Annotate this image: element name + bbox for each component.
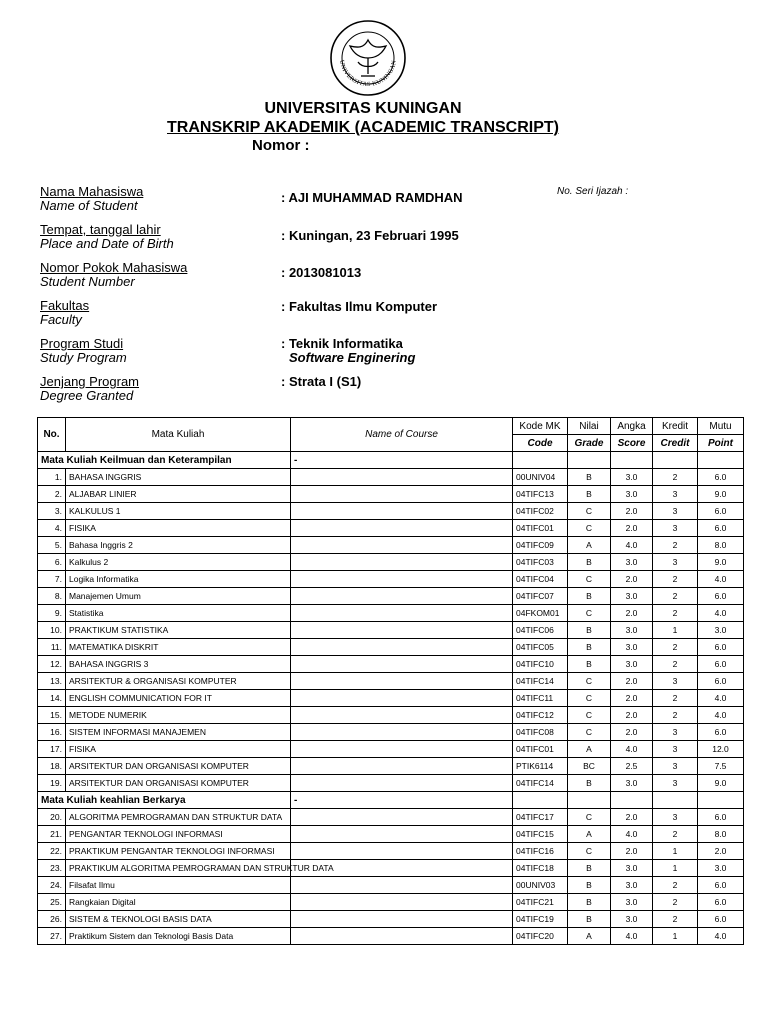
course-name: Kalkulus 2 [66,554,291,571]
course-credit: 3 [653,724,698,741]
birth-label: Tempat, tanggal lahir Place and Date of Birth [40,222,174,251]
course-grade: C [568,571,611,588]
course-english-name [291,537,513,554]
course-code: 04TIFC14 [513,673,568,690]
course-grade: A [568,537,611,554]
course-point: 4.0 [698,928,744,945]
header-nilai: Nilai [568,418,611,435]
course-name: METODE NUMERIK [66,707,291,724]
course-credit: 1 [653,860,698,877]
table-row [38,520,744,537]
course-name: KALKULUS 1 [66,503,291,520]
row-number: 10. [38,622,66,639]
course-point: 6.0 [698,911,744,928]
course-score: 4.0 [611,826,653,843]
course-english-name [291,707,513,724]
student-name-value: : AJI MUHAMMAD RAMDHAN [281,190,463,205]
section-title: Mata Kuliah keahlian Berkarya [38,792,291,809]
course-name: Bahasa Inggris 2 [66,537,291,554]
course-grade: C [568,707,611,724]
header-kode-mk: Kode MK [513,418,568,435]
university-seal-logo [328,18,408,98]
course-code: 04TIFC10 [513,656,568,673]
course-grade: B [568,877,611,894]
course-english-name [291,673,513,690]
row-number: 13. [38,673,66,690]
course-name: BAHASA INGGRIS 3 [66,656,291,673]
row-number: 15. [38,707,66,724]
table-row [38,894,744,911]
course-code: 04TIFC16 [513,843,568,860]
course-grade: C [568,605,611,622]
row-number: 16. [38,724,66,741]
course-grade: C [568,503,611,520]
course-point: 6.0 [698,639,744,656]
university-name: UNIVERSITAS KUNINGAN [264,100,462,117]
header-mata-kuliah: Mata Kuliah [66,418,291,452]
header-angka: Angka [611,418,653,435]
course-code: 04TIFC05 [513,639,568,656]
row-number: 14. [38,690,66,707]
course-code: 04TIFC07 [513,588,568,605]
course-english-name [291,741,513,758]
course-score: 4.0 [611,741,653,758]
row-number: 17. [38,741,66,758]
course-credit: 2 [653,911,698,928]
course-code: 04TIFC06 [513,622,568,639]
table-row [38,486,744,503]
course-name: SISTEM & TEKNOLOGI BASIS DATA [66,911,291,928]
course-english-name [291,894,513,911]
course-credit: 1 [653,622,698,639]
section-header-row [38,452,744,469]
course-point: 6.0 [698,656,744,673]
course-point: 6.0 [698,503,744,520]
course-grade: C [568,673,611,690]
course-name: PRAKTIKUM STATISTIKA [66,622,291,639]
course-code: 04TIFC19 [513,911,568,928]
course-grade: A [568,826,611,843]
row-number: 26. [38,911,66,928]
course-credit: 3 [653,486,698,503]
table-row [38,639,744,656]
degree-label: Jenjang Program Degree Granted [40,374,139,403]
table-row [38,469,744,486]
course-english-name [291,588,513,605]
course-point: 6.0 [698,588,744,605]
course-grade: B [568,639,611,656]
course-point: 4.0 [698,690,744,707]
course-english-name [291,826,513,843]
course-score: 2.0 [611,571,653,588]
course-english-name [291,911,513,928]
header-score: Score [611,435,653,452]
course-credit: 2 [653,894,698,911]
table-row [38,622,744,639]
course-name: FISIKA [66,741,291,758]
course-grade: B [568,656,611,673]
course-credit: 3 [653,775,698,792]
table-row [38,809,744,826]
course-score: 2.0 [611,503,653,520]
course-point: 7.5 [698,758,744,775]
course-code: 04FKOM01 [513,605,568,622]
course-point: 6.0 [698,809,744,826]
course-score: 3.0 [611,588,653,605]
course-grade: C [568,809,611,826]
course-name: ARSITEKTUR & ORGANISASI KOMPUTER [66,673,291,690]
course-name: BAHASA INGGRIS [66,469,291,486]
course-score: 3.0 [611,911,653,928]
course-credit: 3 [653,758,698,775]
course-english-name [291,656,513,673]
course-score: 2.0 [611,809,653,826]
row-number: 25. [38,894,66,911]
course-code: 04TIFC21 [513,894,568,911]
course-english-name [291,877,513,894]
course-point: 4.0 [698,571,744,588]
table-row [38,571,744,588]
course-grade: C [568,724,611,741]
table-row [38,741,744,758]
course-score: 3.0 [611,775,653,792]
course-grade: C [568,690,611,707]
header-code: Code [513,435,568,452]
course-credit: 1 [653,843,698,860]
course-name: Statistika [66,605,291,622]
course-name: ENGLISH COMMUNICATION FOR IT [66,690,291,707]
row-number: 12. [38,656,66,673]
course-code: 04TIFC04 [513,571,568,588]
course-code: 04TIFC08 [513,724,568,741]
course-name: MATEMATIKA DISKRIT [66,639,291,656]
table-row [38,537,744,554]
course-english-name [291,758,513,775]
course-point: 6.0 [698,724,744,741]
header-name-of-course: Name of Course [291,418,513,452]
course-credit: 2 [653,588,698,605]
table-row [38,775,744,792]
course-score: 3.0 [611,486,653,503]
course-credit: 2 [653,877,698,894]
course-score: 3.0 [611,877,653,894]
course-credit: 2 [653,707,698,724]
faculty-label: Fakultas Faculty [40,298,90,327]
study-program-specialization: Software Enginering [289,350,416,365]
course-point: 2.0 [698,843,744,860]
course-point: 9.0 [698,554,744,571]
table-row [38,877,744,894]
course-grade: B [568,860,611,877]
course-code: 00UNIV03 [513,877,568,894]
course-point: 8.0 [698,537,744,554]
course-credit: 3 [653,503,698,520]
course-english-name [291,775,513,792]
table-row [38,656,744,673]
course-point: 6.0 [698,520,744,537]
course-grade: B [568,911,611,928]
header-point: Point [698,435,744,452]
table-row [38,690,744,707]
course-english-name [291,554,513,571]
course-code: 04TIFC15 [513,826,568,843]
table-row [38,707,744,724]
course-point: 9.0 [698,486,744,503]
course-code: 00UNIV04 [513,469,568,486]
course-grade: C [568,520,611,537]
course-code: 04TIFC18 [513,860,568,877]
course-name: FISIKA [66,520,291,537]
row-number: 23. [38,860,66,877]
row-number: 5. [38,537,66,554]
course-code: 04TIFC09 [513,537,568,554]
course-name: SISTEM INFORMASI MANAJEMEN [66,724,291,741]
course-point: 6.0 [698,469,744,486]
course-credit: 3 [653,673,698,690]
table-row [38,826,744,843]
course-point: 3.0 [698,860,744,877]
row-number: 20. [38,809,66,826]
birth-value: : Kuningan, 23 Februari 1995 [281,228,459,243]
header-grade: Grade [568,435,611,452]
course-credit: 3 [653,520,698,537]
course-grade: A [568,741,611,758]
header-no: No. [38,418,66,452]
course-english-name [291,605,513,622]
svg-text:UNIVERSITAS KUNINGAN: UNIVERSITAS KUNINGAN [338,59,398,89]
course-score: 2.0 [611,520,653,537]
study-program-label: Program Studi Study Program [40,336,127,365]
course-score: 3.0 [611,656,653,673]
section-header-row [38,792,744,809]
table-row [38,928,744,945]
course-name: Rangkaian Digital [66,894,291,911]
course-grade: B [568,622,611,639]
row-number: 22. [38,843,66,860]
course-point: 6.0 [698,673,744,690]
course-code: 04TIFC14 [513,775,568,792]
course-english-name [291,639,513,656]
course-code: 04TIFC12 [513,707,568,724]
course-point: 6.0 [698,894,744,911]
table-row [38,911,744,928]
course-score: 3.0 [611,622,653,639]
row-number: 24. [38,877,66,894]
course-credit: 2 [653,639,698,656]
course-score: 3.0 [611,860,653,877]
course-name: Logika Informatika [66,571,291,588]
header-credit: Credit [653,435,698,452]
course-english-name [291,843,513,860]
course-english-name [291,486,513,503]
course-english-name [291,724,513,741]
course-grade: B [568,554,611,571]
course-score: 2.0 [611,605,653,622]
course-grade: B [568,469,611,486]
row-number: 7. [38,571,66,588]
course-credit: 2 [653,469,698,486]
header-mutu: Mutu [698,418,744,435]
course-name: ALJABAR LINIER [66,486,291,503]
course-point: 9.0 [698,775,744,792]
course-score: 3.0 [611,639,653,656]
table-row [38,605,744,622]
course-credit: 3 [653,554,698,571]
course-score: 2.0 [611,724,653,741]
section-title: Mata Kuliah Keilmuan dan Keterampilan [38,452,291,469]
course-code: 04TIFC02 [513,503,568,520]
course-credit: 2 [653,571,698,588]
study-program-value: : Teknik Informatika Software Enginering [281,336,416,365]
header-kredit: Kredit [653,418,698,435]
course-credit: 2 [653,605,698,622]
student-name-label: Nama Mahasiswa Name of Student [40,184,144,213]
document-title: TRANSKRIP AKADEMIK (ACADEMIC TRANSCRIPT) [167,119,559,136]
row-number: 8. [38,588,66,605]
course-grade: B [568,588,611,605]
course-grade: C [568,843,611,860]
table-row [38,588,744,605]
course-point: 8.0 [698,826,744,843]
row-number: 9. [38,605,66,622]
section-dash: - [291,792,513,809]
row-number: 1. [38,469,66,486]
course-score: 3.0 [611,894,653,911]
course-credit: 2 [653,537,698,554]
course-code: 04TIFC20 [513,928,568,945]
course-score: 2.0 [611,690,653,707]
course-score: 3.0 [611,469,653,486]
table-row [38,673,744,690]
degree-value: : Strata I (S1) [281,374,362,389]
course-credit: 1 [653,928,698,945]
row-number: 2. [38,486,66,503]
course-code: 04TIFC11 [513,690,568,707]
course-credit: 2 [653,690,698,707]
course-point: 12.0 [698,741,744,758]
student-number-value: : 2013081013 [281,265,362,280]
course-point: 6.0 [698,877,744,894]
course-english-name [291,571,513,588]
row-number: 3. [38,503,66,520]
course-point: 4.0 [698,605,744,622]
course-name: Filsafat Ilmu [66,877,291,894]
transcript-table [37,417,744,945]
course-name: ARSITEKTUR DAN ORGANISASI KOMPUTER [66,775,291,792]
row-number: 11. [38,639,66,656]
table-row [38,860,744,877]
row-number: 18. [38,758,66,775]
row-number: 4. [38,520,66,537]
course-grade: B [568,894,611,911]
student-number-label: Nomor Pokok Mahasiswa Student Number [40,260,188,289]
course-english-name [291,809,513,826]
course-name: Manajemen Umum [66,588,291,605]
course-code: 04TIFC01 [513,520,568,537]
serial-number-label: No. Seri Ijazah : [557,186,629,197]
course-score: 4.0 [611,537,653,554]
course-name: ARSITEKTUR DAN ORGANISASI KOMPUTER [66,758,291,775]
section-dash: - [291,452,513,469]
course-grade: B [568,486,611,503]
row-number: 27. [38,928,66,945]
course-english-name [291,690,513,707]
course-name: PENGANTAR TEKNOLOGI INFORMASI [66,826,291,843]
course-name: PRAKTIKUM PENGANTAR TEKNOLOGI INFORMASI [66,843,291,860]
faculty-value: : Fakultas Ilmu Komputer [281,299,438,314]
course-code: 04TIFC03 [513,554,568,571]
course-grade: BC [568,758,611,775]
course-english-name [291,928,513,945]
row-number: 6. [38,554,66,571]
table-row [38,843,744,860]
document-number-label: Nomor : [252,137,310,154]
course-code: 04TIFC17 [513,809,568,826]
course-grade: A [568,928,611,945]
course-score: 2.0 [611,673,653,690]
course-name: ALGORITMA PEMROGRAMAN DAN STRUKTUR DATA [66,809,291,826]
course-name: PRAKTIKUM ALGORITMA PEMROGRAMAN DAN STRUKTUR DATA [66,860,291,877]
course-credit: 2 [653,826,698,843]
course-name: Praktikum Sistem dan Teknologi Basis Data [66,928,291,945]
course-grade: B [568,775,611,792]
table-row [38,724,744,741]
course-english-name [291,469,513,486]
course-credit: 2 [653,656,698,673]
course-point: 3.0 [698,622,744,639]
course-english-name [291,503,513,520]
course-english-name [291,622,513,639]
course-score: 4.0 [611,928,653,945]
table-row [38,758,744,775]
course-score: 3.0 [611,554,653,571]
row-number: 19. [38,775,66,792]
course-code: PTIK6114 [513,758,568,775]
course-score: 2.0 [611,843,653,860]
course-english-name [291,520,513,537]
course-code: 04TIFC13 [513,486,568,503]
course-point: 4.0 [698,707,744,724]
course-code: 04TIFC01 [513,741,568,758]
row-number: 21. [38,826,66,843]
course-credit: 3 [653,809,698,826]
table-row [38,503,744,520]
course-score: 2.5 [611,758,653,775]
table-row [38,554,744,571]
course-score: 2.0 [611,707,653,724]
course-credit: 3 [653,741,698,758]
